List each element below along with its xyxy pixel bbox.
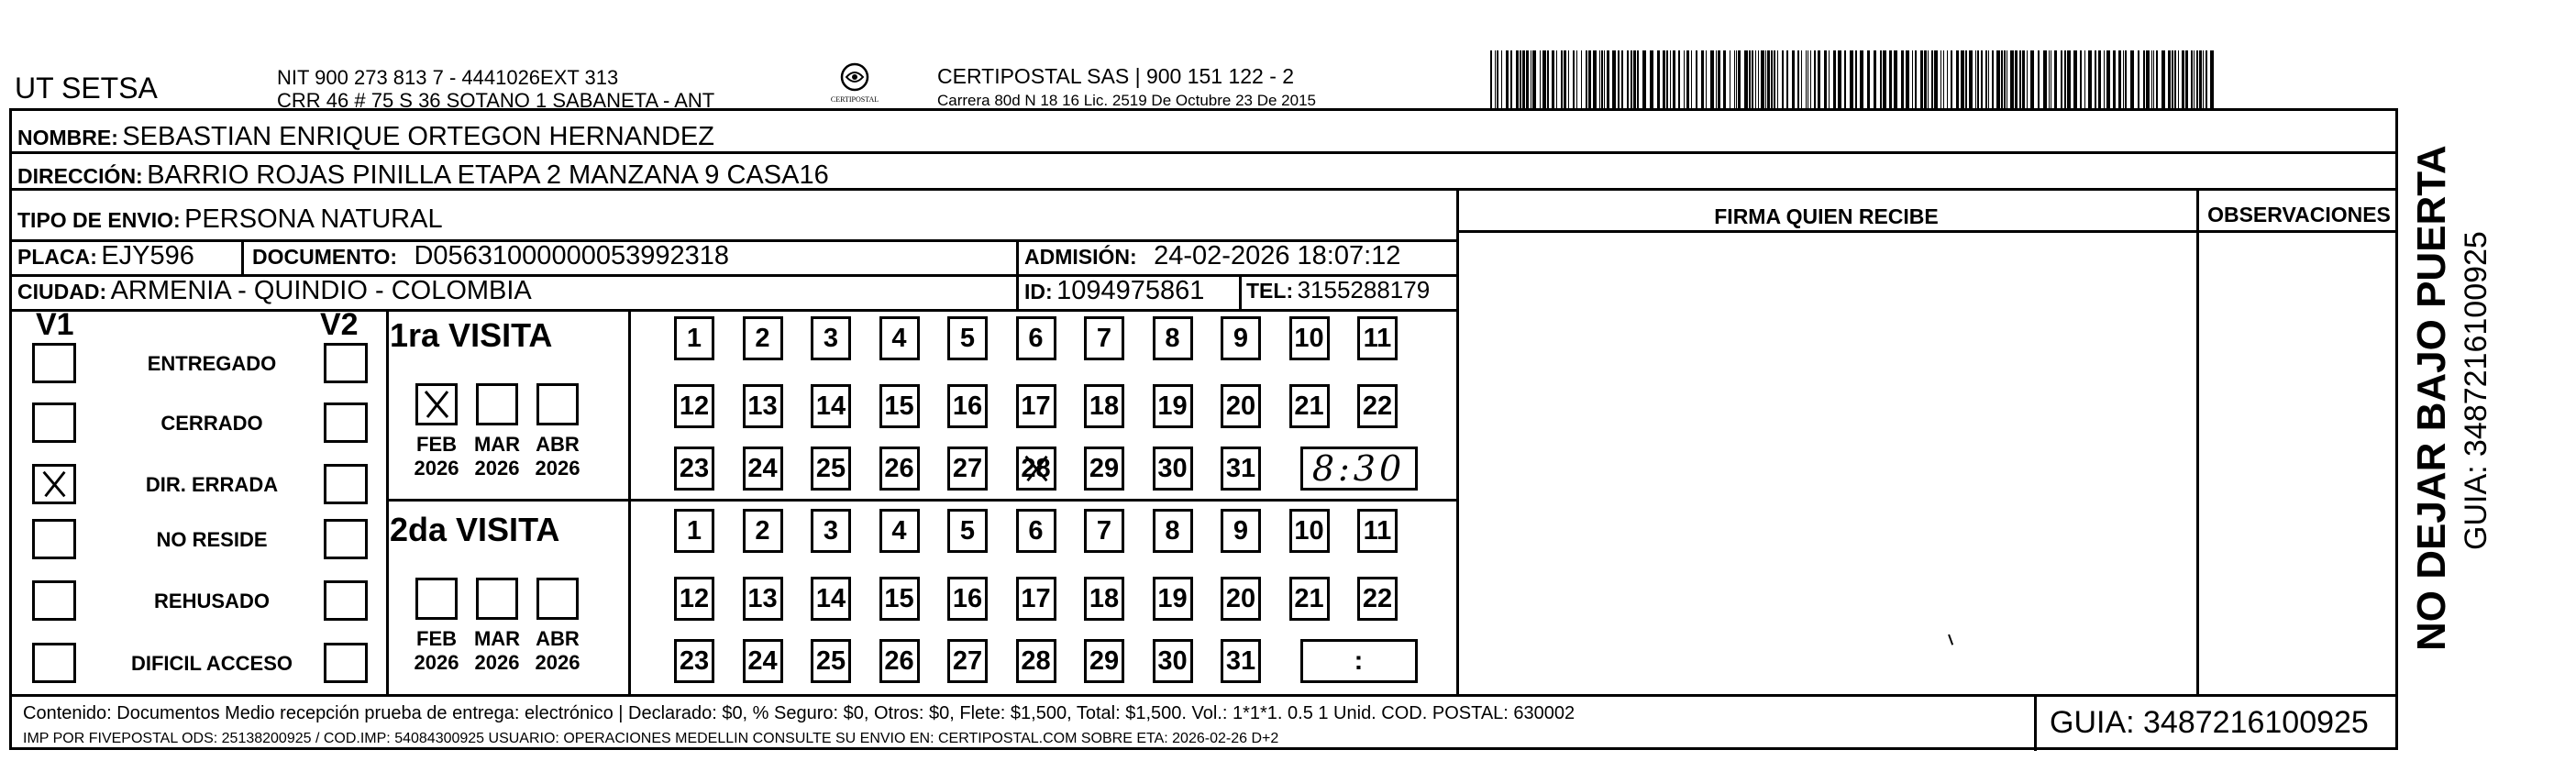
day-box[interactable]: 5 <box>947 509 988 553</box>
admision-cell <box>1024 241 1400 271</box>
tipo-label: TIPO DE ENVIO: <box>17 208 181 232</box>
month-year: 2026 <box>414 651 459 674</box>
month-label: MAR <box>473 627 521 650</box>
day-box[interactable]: 29 <box>1084 639 1124 683</box>
day-box[interactable]: 21 <box>1289 577 1330 621</box>
certipostal-line-2: Carrera 80d N 18 16 Lic. 2519 De Octubre 23 De 2015 <box>937 92 1316 109</box>
first-visit-title: 1ra VISITA <box>390 316 553 354</box>
day-box[interactable]: 14 <box>811 577 851 621</box>
company-name: UT SETSA <box>15 72 158 105</box>
day-box[interactable]: 17 <box>1016 577 1056 621</box>
month-label: FEB <box>416 433 457 456</box>
day-box[interactable]: 23 <box>674 447 714 491</box>
tipo-value: PERSONA NATURAL <box>184 204 443 234</box>
v1-checkbox[interactable] <box>32 343 76 383</box>
id-label: ID: <box>1024 280 1053 303</box>
footer-line-1: Contenido: Documentos Medio recepción prueba de entrega: electrónico | Declarado: $0, % Seguro: $0, Otros: $0, Flete: $1,500, Total: $1,500. Vol.: 1*1*1. 0.5 1 Unid. COD. POSTAL: 630002 <box>23 703 1575 723</box>
ciudad-cell <box>17 276 532 306</box>
day-box[interactable]: 12 <box>674 577 714 621</box>
month-year: 2026 <box>474 651 520 674</box>
placa-value: EJY596 <box>101 241 194 270</box>
observaciones-label: OBSERVACIONES <box>2207 203 2391 226</box>
day-box[interactable]: 7 <box>1084 316 1124 360</box>
day-box[interactable]: 26 <box>879 639 920 683</box>
shipping-form <box>9 108 2398 750</box>
day-box[interactable]: 23 <box>674 639 714 683</box>
v1-checkbox[interactable] <box>32 464 76 504</box>
logo-text: CERTIPOSTAL <box>830 95 879 104</box>
day-box[interactable]: 19 <box>1153 384 1193 428</box>
day-box[interactable]: 16 <box>947 577 988 621</box>
checkmark-x-icon <box>418 386 455 423</box>
day-box[interactable]: 30 <box>1153 447 1193 491</box>
certipostal-line-1: CERTIPOSTAL SAS | 900 151 122 - 2 <box>937 64 1295 88</box>
day-box[interactable]: 29 <box>1084 447 1124 491</box>
id-value: 1094975861 <box>1056 276 1205 305</box>
footer-guia: GUIA: 3487216100925 <box>2050 705 2369 740</box>
v1-checkbox[interactable] <box>32 403 76 443</box>
day-box[interactable]: 11 <box>1357 316 1398 360</box>
day-box[interactable]: 16 <box>947 384 988 428</box>
month-label: ABR <box>536 433 580 456</box>
day-box[interactable]: 13 <box>743 384 783 428</box>
month-checkbox[interactable] <box>476 383 518 425</box>
day-box[interactable]: 8 <box>1153 316 1193 360</box>
admision-value: 24-02-2026 18:07:12 <box>1154 241 1401 270</box>
day-box[interactable]: 13 <box>743 577 783 621</box>
day-box[interactable]: 8 <box>1153 509 1193 553</box>
tel-label: TEL: <box>1246 279 1294 303</box>
tel-cell <box>1246 276 1430 304</box>
v2-checkbox[interactable] <box>324 643 368 683</box>
v2-label: V2 <box>320 307 359 342</box>
v1-checkbox[interactable] <box>32 580 76 621</box>
status-label: CERRADO <box>160 412 263 435</box>
logo-seal-icon <box>836 62 873 95</box>
day-box[interactable]: 22 <box>1357 384 1398 428</box>
day-box[interactable]: 30 <box>1153 639 1193 683</box>
footer-line-2: IMP POR FIVEPOSTAL ODS: 25138200925 / COD.IMP: 54084300925 USUARIO: OPERACIONES MEDELLIN CONSULTE SU ENVIO EN: CERTIPOSTAL.COM SOBRE ETA: 2026-02-26 D+2 <box>23 731 1279 746</box>
nit-line-1: NIT 900 273 813 7 - 4441026EXT 313 <box>277 66 619 89</box>
day-box[interactable]: 3 <box>811 316 851 360</box>
day-box[interactable]: 20 <box>1221 577 1261 621</box>
month-year: 2026 <box>535 457 580 480</box>
day-box[interactable]: 18 <box>1084 384 1124 428</box>
month-year: 2026 <box>474 457 520 480</box>
day-box[interactable]: 31 <box>1221 447 1261 491</box>
day-box[interactable]: 5 <box>947 316 988 360</box>
day-box[interactable]: 2 <box>743 316 783 360</box>
day-box[interactable]: 1 <box>674 509 714 553</box>
firma-quien-recibe-label: FIRMA QUIEN RECIBE <box>1714 204 1939 228</box>
status-label: NO RESIDE <box>156 528 268 551</box>
placa-cell <box>17 241 194 271</box>
day-box[interactable]: 1 <box>674 316 714 360</box>
time-box[interactable] <box>1300 447 1418 491</box>
v1-label: V1 <box>36 307 74 342</box>
nombre-row <box>17 122 714 152</box>
handwritten-time: 8:30 <box>1311 448 1406 489</box>
time-colon: : <box>1354 646 1364 676</box>
day-box[interactable]: 27 <box>947 639 988 683</box>
day-box[interactable]: 31 <box>1221 639 1261 683</box>
day-box[interactable]: 6 <box>1016 509 1056 553</box>
status-label: DIFICIL ACCESO <box>130 652 293 675</box>
v2-checkbox[interactable] <box>324 343 368 383</box>
nombre-value: SEBASTIAN ENRIQUE ORTEGON HERNANDEZ <box>122 122 714 151</box>
ciudad-label: CIUDAD: <box>17 280 107 303</box>
day-box[interactable]: 2 <box>743 509 783 553</box>
v2-checkbox[interactable] <box>324 580 368 621</box>
no-dejar-bajo-puerta: NO DEJAR BAJO PUERTA <box>2409 145 2454 651</box>
day-box[interactable]: 14 <box>811 384 851 428</box>
tipo-row <box>17 204 443 235</box>
month-year: 2026 <box>414 457 459 480</box>
month-checkbox[interactable] <box>476 578 518 620</box>
v1-checkbox[interactable] <box>32 643 76 683</box>
day-box[interactable]: 24 <box>743 447 783 491</box>
documento-cell <box>252 241 729 271</box>
day-box[interactable]: 9 <box>1221 509 1261 553</box>
admision-label: ADMISIÓN: <box>1024 245 1137 269</box>
v2-checkbox[interactable] <box>324 519 368 559</box>
day-box[interactable]: 9 <box>1221 316 1261 360</box>
day-box[interactable]: 28 <box>1016 447 1056 491</box>
day-box[interactable]: 24 <box>743 639 783 683</box>
day-box[interactable]: 11 <box>1357 509 1398 553</box>
direccion-label: DIRECCIÓN: <box>17 164 143 188</box>
day-box[interactable]: 6 <box>1016 316 1056 360</box>
signature-mark <box>1948 633 1957 645</box>
month-label: MAR <box>473 433 521 456</box>
day-box[interactable]: 15 <box>879 384 920 428</box>
month-checkbox[interactable] <box>415 383 458 425</box>
day-box[interactable]: 21 <box>1289 384 1330 428</box>
month-label: FEB <box>416 627 457 650</box>
day-box[interactable]: 25 <box>811 447 851 491</box>
v2-checkbox[interactable] <box>324 464 368 504</box>
day-box[interactable]: 26 <box>879 447 920 491</box>
tel-value: 3155288179 <box>1297 276 1431 303</box>
day-box[interactable]: 3 <box>811 509 851 553</box>
ciudad-value: ARMENIA - QUINDIO - COLOMBIA <box>110 276 532 305</box>
day-box[interactable]: 25 <box>811 639 851 683</box>
month-checkbox[interactable] <box>415 578 458 620</box>
time-box[interactable] <box>1300 639 1418 683</box>
day-box[interactable]: 4 <box>879 316 920 360</box>
month-checkbox[interactable] <box>536 383 579 425</box>
month-checkbox[interactable] <box>536 578 579 620</box>
day-box[interactable]: 7 <box>1084 509 1124 553</box>
barcode <box>1490 50 2219 111</box>
day-box[interactable]: 20 <box>1221 384 1261 428</box>
day-box[interactable]: 15 <box>879 577 920 621</box>
day-box[interactable]: 19 <box>1153 577 1193 621</box>
v2-checkbox[interactable] <box>324 403 368 443</box>
month-year: 2026 <box>535 651 580 674</box>
day-box[interactable]: 12 <box>674 384 714 428</box>
day-box[interactable]: 28 <box>1016 639 1056 683</box>
placa-label: PLACA: <box>17 245 97 269</box>
v1-checkbox[interactable] <box>32 519 76 559</box>
direccion-value: BARRIO ROJAS PINILLA ETAPA 2 MANZANA 9 CASA16 <box>147 160 829 190</box>
status-label: REHUSADO <box>154 590 270 612</box>
nombre-label: NOMBRE: <box>17 126 118 149</box>
second-visit-title: 2da VISITA <box>390 511 560 548</box>
day-box[interactable]: 10 <box>1289 316 1330 360</box>
checkmark-x-icon <box>35 467 73 502</box>
id-cell <box>1024 276 1204 306</box>
day-box[interactable]: 27 <box>947 447 988 491</box>
status-label: DIR. ERRADA <box>145 473 279 496</box>
status-label: ENTREGADO <box>147 352 277 375</box>
documento-value: D05631000000053992318 <box>414 241 729 270</box>
documento-label: DOCUMENTO: <box>252 245 398 269</box>
side-guia: GUIA: 3487216100925 <box>2459 231 2493 550</box>
day-box[interactable]: 4 <box>879 509 920 553</box>
nit-line-2: CRR 46 # 75 S 36 SOTANO 1 SABANETA - ANT <box>277 89 715 112</box>
day-box[interactable]: 17 <box>1016 384 1056 428</box>
day-box[interactable]: 10 <box>1289 509 1330 553</box>
certipostal-logo <box>818 62 891 108</box>
day-box[interactable]: 18 <box>1084 577 1124 621</box>
month-label: ABR <box>536 627 580 650</box>
direccion-row <box>17 160 829 191</box>
day-cross-icon <box>1019 449 1054 488</box>
day-box[interactable]: 22 <box>1357 577 1398 621</box>
